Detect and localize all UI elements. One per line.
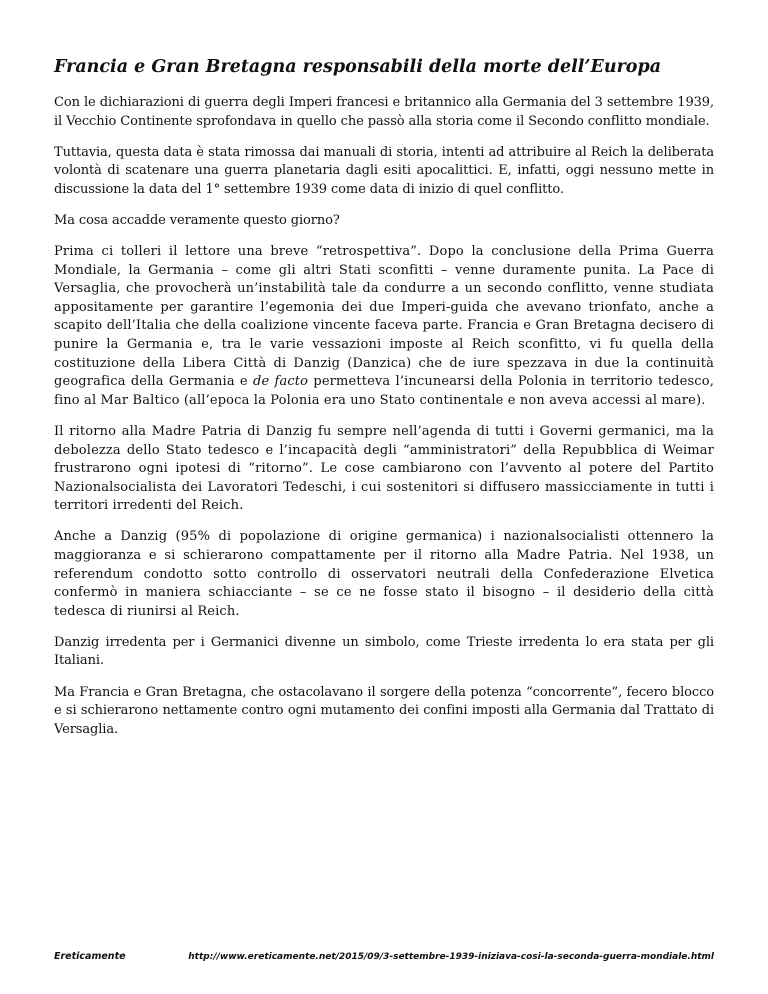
paragraph-6: Anche a Danzig (95% di popolazione di origine germanica) i nazionalsocialisti ottennero la maggioranza e si schierarono compattamente per il ritorno alla Madre Patria. Nel 1938, un referendum condotto sotto controllo di osservatori neutrali della Confederazione Elvetica confermò in maniera schiacciante – se ce ne fosse stato il bisogno – il desiderio della città tedesca di riunirsi al Reich. [54,529,714,619]
paragraph-4-italic-phrase: de facto [252,374,309,390]
paragraph-4 [54,243,714,410]
article-title: Francia e Gran Bretagna responsabili della morte dell’Europa [54,57,662,77]
paragraph-5: Il ritorno alla Madre Patria di Danzig fu sempre nell’agenda di tutti i Governi germanici, ma la debolezza dello Stato tedesco e l’incapacità degli “amministratori” della Repubblica di Weimar frustrarono ogni ipotesi di “ritorno”. Le cose cambiarono con l’avvento al potere del Partito Nazionalsocialista dei Lavoratori Tedeschi, i cui sostenitori si diffusero massicciamente in tutti i territori irredenti del Reich. [54,423,714,514]
footer-site-name: Ereticamente [54,951,126,962]
paragraph-3: Ma cosa accadde veramente questo giorno? [54,212,340,228]
paragraph-8: Ma Francia e Gran Bretagna, che ostacolavano il sorgere della potenza “concorrente”, fecero blocco e si schierarono nettamente contro ogni mutamento dei confini imposti alla Germania dal Trattato di Versaglia. [54,684,714,737]
paragraph-1: Con le dichiarazioni di guerra degli Imperi francesi e britannico alla Germania del 3 settembre 1939, il Vecchio Continente sprofondava in quello che passò alla storia come il Secondo conflitto mondiale. [54,95,714,129]
paragraph-7: Danzig irredenta per i Germanici divenne un simbolo, come Trieste irredenta lo era stata per gli Italiani. [54,634,714,669]
paragraph-4-text-end: permetteva l’incunearsi della Polonia in territorio tedesco, fino al Mar Baltico (all’epoca la Polonia era uno Stato continentale e non aveva accessi al mare). [54,374,714,408]
paragraph-4-text-start: Prima ci tolleri il lettore una breve “retrospettiva”. Dopo la conclusione della Prima Guerra Mondiale, la Germania – come gli altri Stati sconfitti – venne duramente punita. La Pace di Versaglia, che provocherà un’instabilità tale da condurre a un secondo conflitto, venne studiata appositamente per garantire l’egemonia dei due Imperi-guida che avevano trionfato, anche a scapito dell’Italia che della coalizione vincente faceva parte. Francia e Gran Bretagna decisero di punire la Germania e, tra le varie vessazioni imposte al Reich sconfitto, vi fu quella della costituzione della Libera Città di Danzig (Danzica) che de iure spezzava in due la continuità geografica della Germania e [54,244,714,390]
paragraph-2: Tuttavia, questa data è stata rimossa dai manuali di storia, intenti ad attribuire al Reich la deliberata volontà di scatenare una guerra planetaria dagli esiti apocalittici. E, infatti, oggi nessuno mette in discussione la data del 1° settembre 1939 come data di inizio di quel conflitto. [54,144,714,197]
footer-source-url[interactable]: http://www.ereticamente.net/2015/09/3-settembre-1939-iniziava-cosi-la-seconda-guerra-mondiale.html [188,952,714,962]
article [54,56,714,752]
page-footer [54,949,714,965]
